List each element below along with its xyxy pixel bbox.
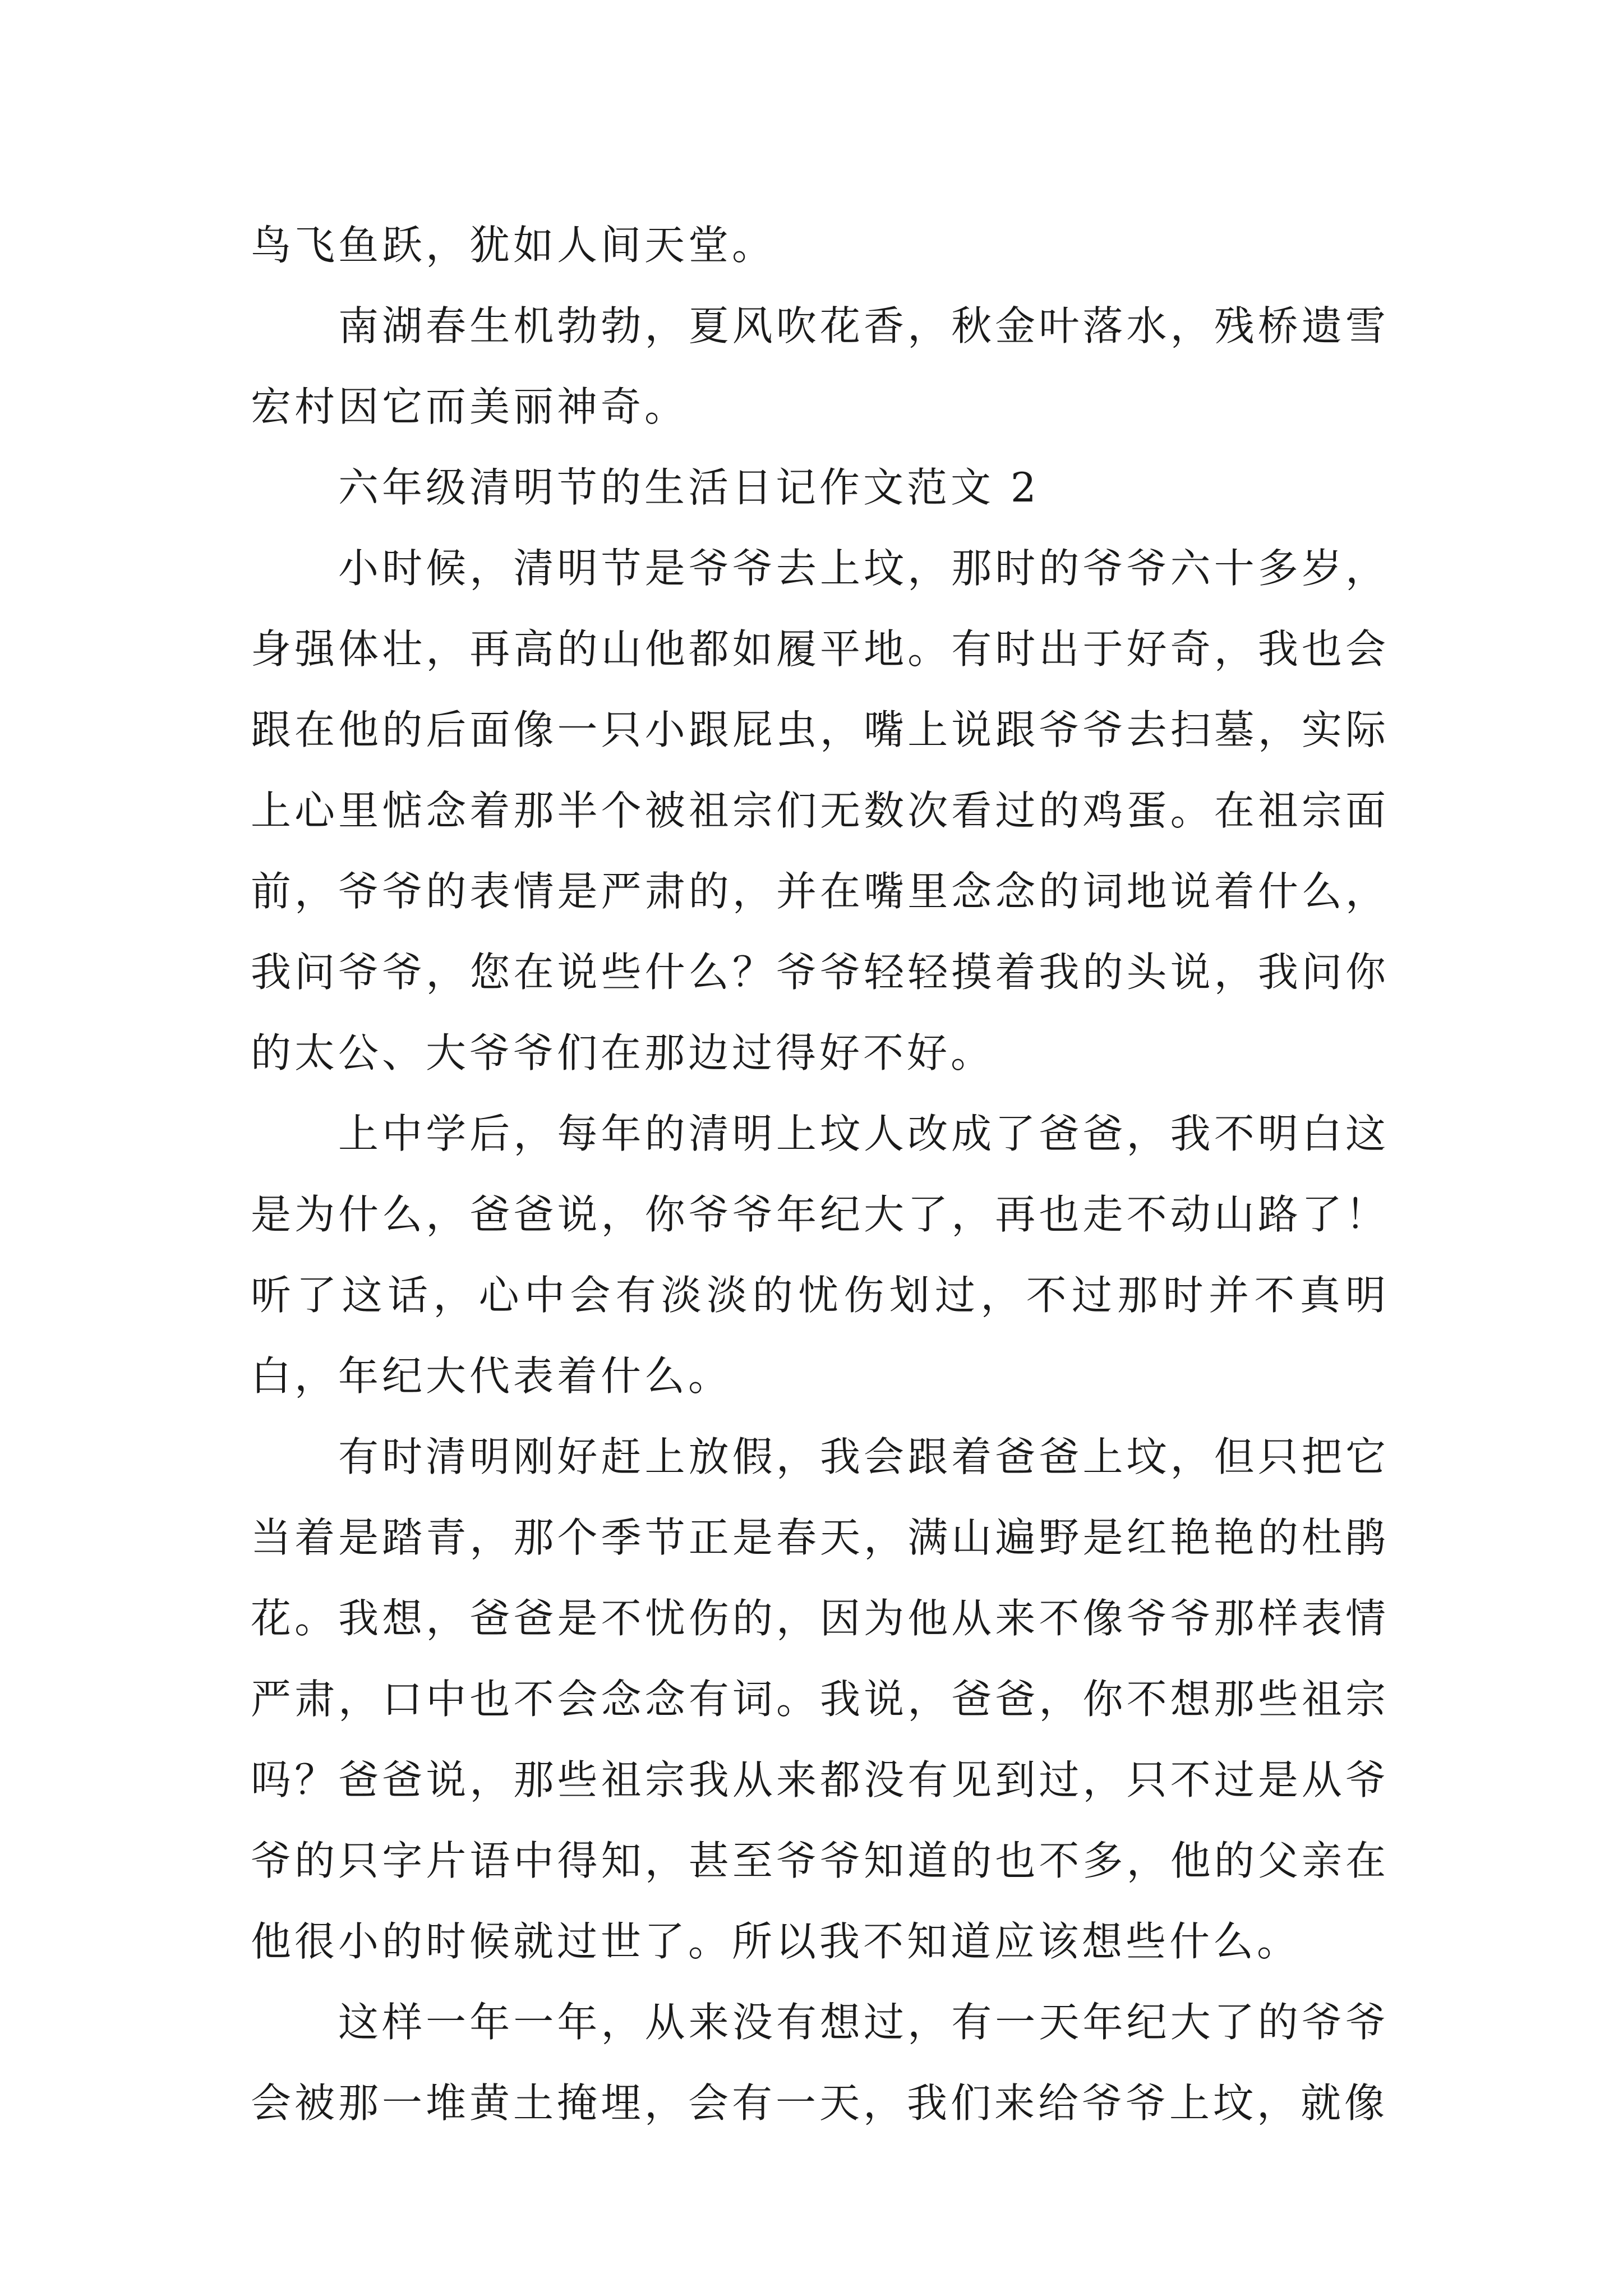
paragraph-1: 鸟飞鱼跃，犹如人间天堂。 xyxy=(251,222,776,269)
paragraph-2: 南湖春生机勃勃，夏风吹花香，秋金叶落水，残桥遗雪宏村因它而美丽神奇。 xyxy=(251,302,1389,430)
document-body xyxy=(251,205,1389,2143)
section-heading: 六年级清明节的生活日记作文范文 2 xyxy=(338,464,1040,511)
paragraph-4: 上中学后，每年的清明上坟人改成了爸爸，我不明白这是为什么，爸爸说，你爷爷年纪大了，再也走不动山路了！听了这话，心中会有淡淡的忧伤划过，不过那时并不真明白，年纪大代表着什么。 xyxy=(251,1110,1389,1400)
paragraph-3: 小时候，清明节是爷爷去上坟，那时的爷爷六十多岁，身强体壮，再高的山他都如履平地。有时出于好奇，我也会跟在他的后面像一只小跟屁虫，嘴上说跟爷爷去扫墓，实际上心里惦念着那半个被祖宗们无数次看过的鸡蛋。在祖宗面前，爷爷的表情是严肃的，并在嘴里念念的词地说着什么，我问爷爷，您在说些什么？爷爷轻轻摸着我的头说，我问你的太公、大爷爷们在那边过得好不好。 xyxy=(251,545,1389,1076)
paragraph-5: 有时清明刚好赶上放假，我会跟着爸爸上坟，但只把它当着是踏青，那个季节正是春天，满山遍野是红艳艳的杜鹃花。我想，爸爸是不忧伤的，因为他从来不像爷爷那样表情严肃，口中也不会念念有词。我说，爸爸，你不想那些祖宗吗？爸爸说，那些祖宗我从来都没有见到过，只不过是从爷爷的只字片语中得知，甚至爷爷知道的也不多，他的父亲在他很小的时候就过世了。所以我不知道应该想些什么。 xyxy=(251,1433,1389,1965)
paragraph-6: 这样一年一年，从来没有想过，有一天年纪大了的爷爷会被那一堆黄土掩埋，会有一天，我们来给爷爷上坟，就像 xyxy=(251,1999,1389,2127)
